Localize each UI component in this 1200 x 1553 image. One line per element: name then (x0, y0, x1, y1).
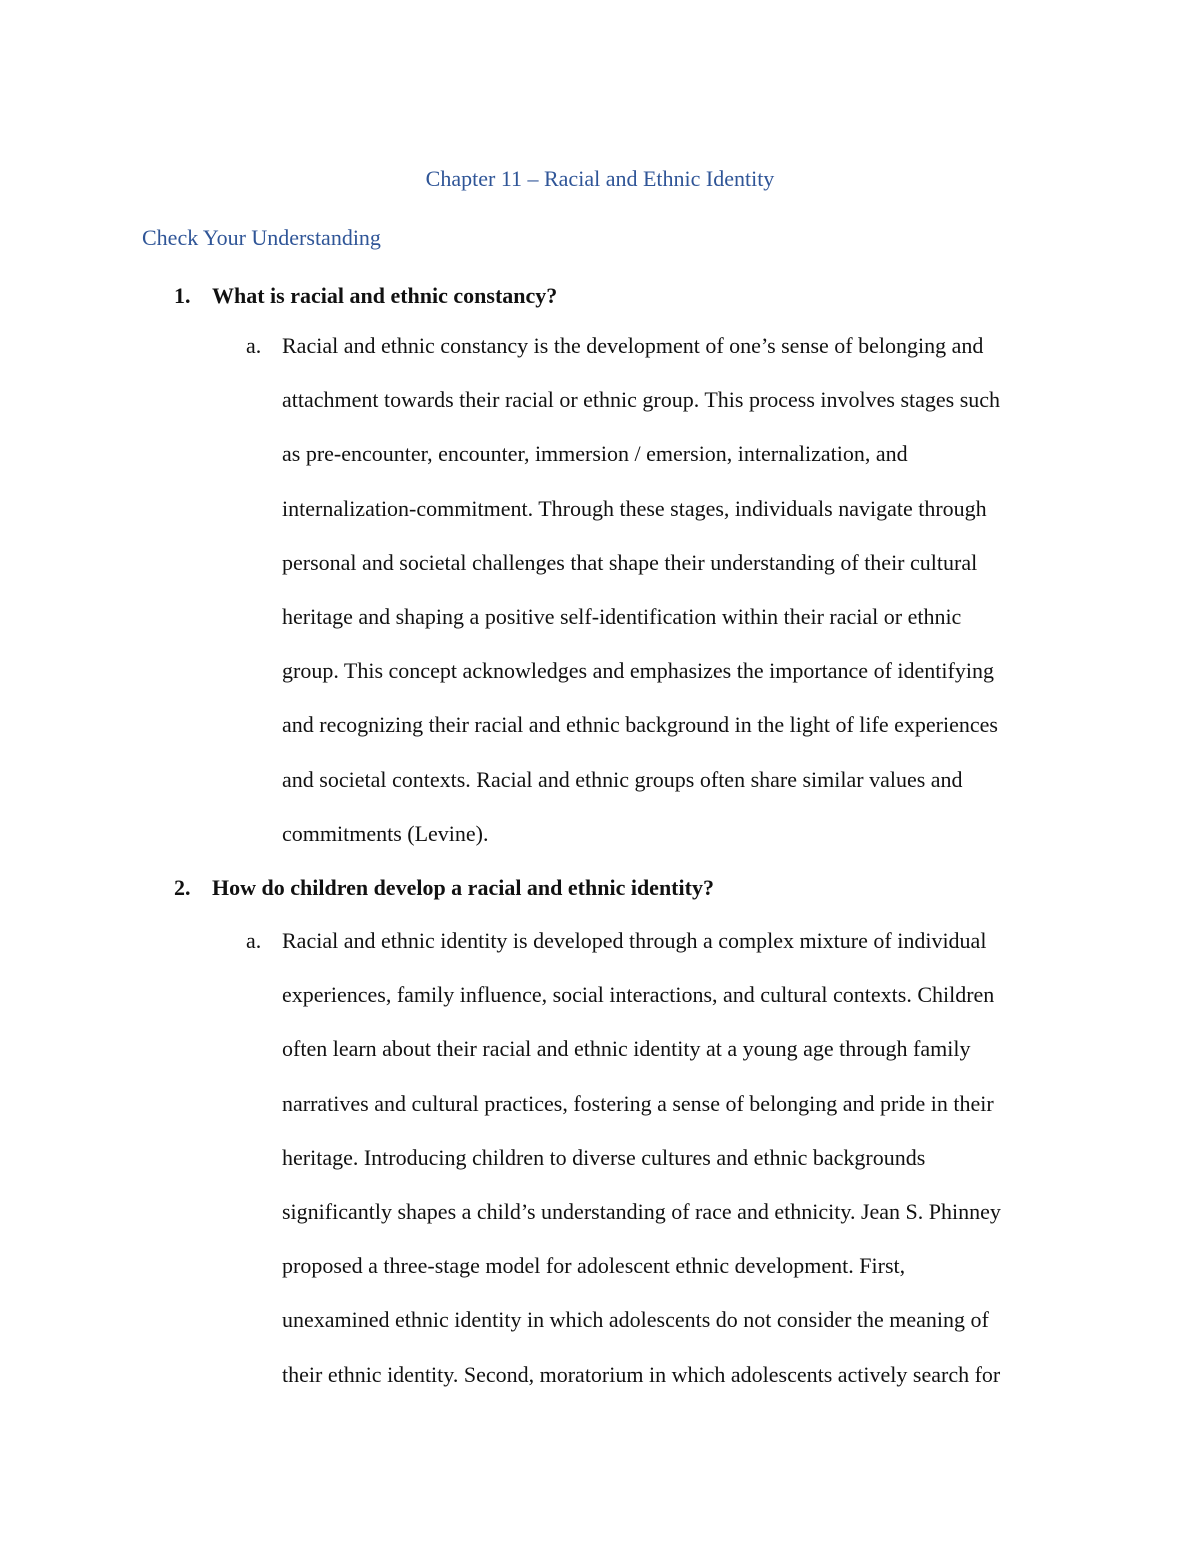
section-heading: Check Your Understanding (142, 225, 381, 250)
answer-1-line: group. This concept acknowledges and emphasizes the importance of identifying (282, 658, 994, 684)
question-2-text: How do children develop a racial and ethnic identity? (212, 875, 714, 900)
answer-2-line: heritage. Introducing children to diverse cultures and ethnic backgrounds (282, 1144, 926, 1170)
answer-1-line: and recognizing their racial and ethnic background in the light of life experiences (282, 712, 998, 738)
answer-1-line: heritage and shaping a positive self-identification within their racial or ethnic (282, 604, 962, 630)
question-1 (142, 280, 1102, 312)
answer-2-line: significantly shapes a child’s understanding of race and ethnicity. Jean S. Phinney (282, 1199, 1001, 1225)
answer-2-letter: a. (246, 928, 262, 953)
answer-1-line: attachment towards their racial or ethnic group. This process involves stages such (282, 387, 1001, 413)
answer-2-line: their ethnic identity. Second, moratorium in which adolescents actively search for (282, 1361, 1001, 1387)
answer-2-text (282, 914, 1070, 1402)
answer-2-line: narratives and cultural practices, fostering a sense of belonging and pride in their (282, 1090, 994, 1116)
answer-1-line: commitments (Levine). (282, 820, 489, 846)
answer-1-letter: a. (246, 333, 262, 358)
question-1-text: What is racial and ethnic constancy? (212, 283, 558, 308)
question-2-number: 2. (174, 875, 191, 900)
chapter-title: Chapter 11 – Racial and Ethnic Identity (425, 166, 775, 191)
question-1-number: 1. (174, 283, 191, 308)
answer-2-line: unexamined ethnic identity in which adolescents do not consider the meaning of (282, 1307, 989, 1333)
answer-2-line: experiences, family influence, social interactions, and cultural contexts. Children (282, 982, 995, 1008)
answer-1-line: as pre-encounter, encounter, immersion / emersion, internalization, and (282, 441, 908, 467)
answer-1-line: personal and societal challenges that shape their understanding of their cultural (282, 549, 978, 575)
answer-1 (240, 319, 1070, 861)
answer-2-line: proposed a three-stage model for adolescent ethnic development. First, (282, 1253, 906, 1279)
answer-1-line: internalization-commitment. Through these stages, individuals navigate through (282, 495, 987, 521)
answer-2-line: often learn about their racial and ethnic identity at a young age through family (282, 1036, 971, 1062)
answer-1-text (282, 319, 1070, 861)
answer-2-line: Racial and ethnic identity is developed through a complex mixture of individual (282, 928, 987, 953)
answer-1-line: Racial and ethnic constancy is the development of one’s sense of belonging and (282, 333, 984, 358)
question-2 (142, 872, 1102, 904)
answer-1-line: and societal contexts. Racial and ethnic groups often share similar values and (282, 766, 963, 792)
answer-2 (240, 914, 1070, 1402)
